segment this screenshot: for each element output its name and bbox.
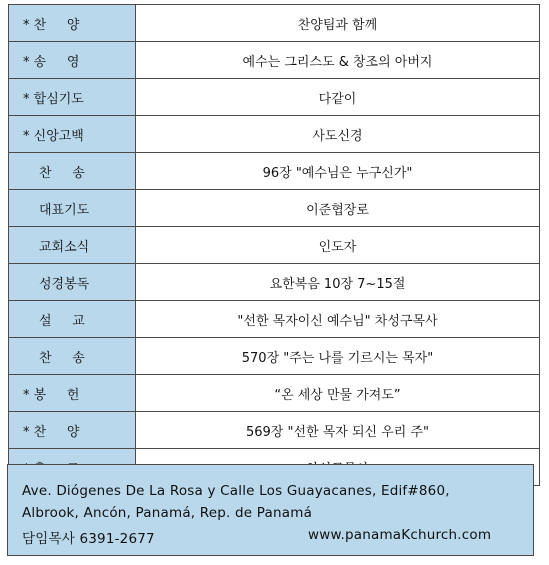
order-row	[9, 264, 540, 301]
order-content: 요한복음 10장 7~15절	[136, 264, 540, 301]
order-row	[9, 79, 540, 116]
order-row	[9, 375, 540, 412]
order-content: 이준협장로	[136, 190, 540, 227]
worship-order-body	[9, 5, 540, 486]
order-label: * 신앙고백	[23, 128, 84, 144]
order-label: * 송 영	[23, 54, 80, 70]
order-row	[9, 190, 540, 227]
order-label-cell	[9, 42, 136, 79]
order-label-cell	[9, 153, 136, 190]
worship-order-table	[8, 4, 540, 486]
order-row	[9, 153, 540, 190]
order-label: 설 교	[39, 313, 85, 329]
order-label: * 봉 헌	[23, 387, 80, 403]
pastor-phone: 담임목사 6391-2677	[22, 531, 155, 547]
order-content: "선한 목자이신 예수님" 차성구목사	[136, 301, 540, 338]
order-content: 사도신경	[136, 116, 540, 153]
order-row	[9, 338, 540, 375]
order-row	[9, 42, 540, 79]
order-content: 다같이	[136, 79, 540, 116]
order-label-cell	[9, 375, 136, 412]
order-label: 교회소식	[39, 239, 90, 255]
order-label-cell	[9, 190, 136, 227]
order-row	[9, 301, 540, 338]
order-label-cell	[9, 116, 136, 153]
order-content: “온 세상 만물 가져도”	[136, 375, 540, 412]
order-label: 성경봉독	[39, 276, 90, 292]
order-content: 569장 "선한 목자 되신 우리 주"	[136, 412, 540, 449]
order-label-cell	[9, 79, 136, 116]
address-line-2: Albrook, Ancón, Panamá, Rep. de Panamá	[22, 505, 313, 521]
website-link[interactable]: www.panamaKchurch.com	[308, 527, 492, 543]
address-line-1: Ave. Diógenes De La Rosa y Calle Los Guayacanes, Edif#860,	[22, 483, 450, 499]
order-row	[9, 227, 540, 264]
order-label-cell	[9, 5, 136, 42]
order-label-cell	[9, 227, 136, 264]
order-label-cell	[9, 338, 136, 375]
order-label-cell	[9, 264, 136, 301]
order-content: 인도자	[136, 227, 540, 264]
order-label: 찬 송	[39, 165, 85, 181]
order-label: * 찬 양	[23, 424, 80, 440]
order-content: 예수는 그리스도 & 창조의 아버지	[136, 42, 540, 79]
order-label: 찬 송	[39, 350, 85, 366]
order-label-cell	[9, 301, 136, 338]
order-row	[9, 116, 540, 153]
order-row	[9, 5, 540, 42]
order-label-cell	[9, 412, 136, 449]
order-label: * 찬 양	[23, 17, 80, 33]
order-content: 찬양팀과 함께	[136, 5, 540, 42]
order-content: 96장 "예수님은 누구신가"	[136, 153, 540, 190]
order-row	[9, 412, 540, 449]
order-label: * 합심기도	[23, 91, 84, 107]
order-content: 570장 "주는 나를 기르시는 목자"	[136, 338, 540, 375]
order-label: 대표기도	[39, 202, 90, 218]
church-info-box	[7, 464, 534, 556]
